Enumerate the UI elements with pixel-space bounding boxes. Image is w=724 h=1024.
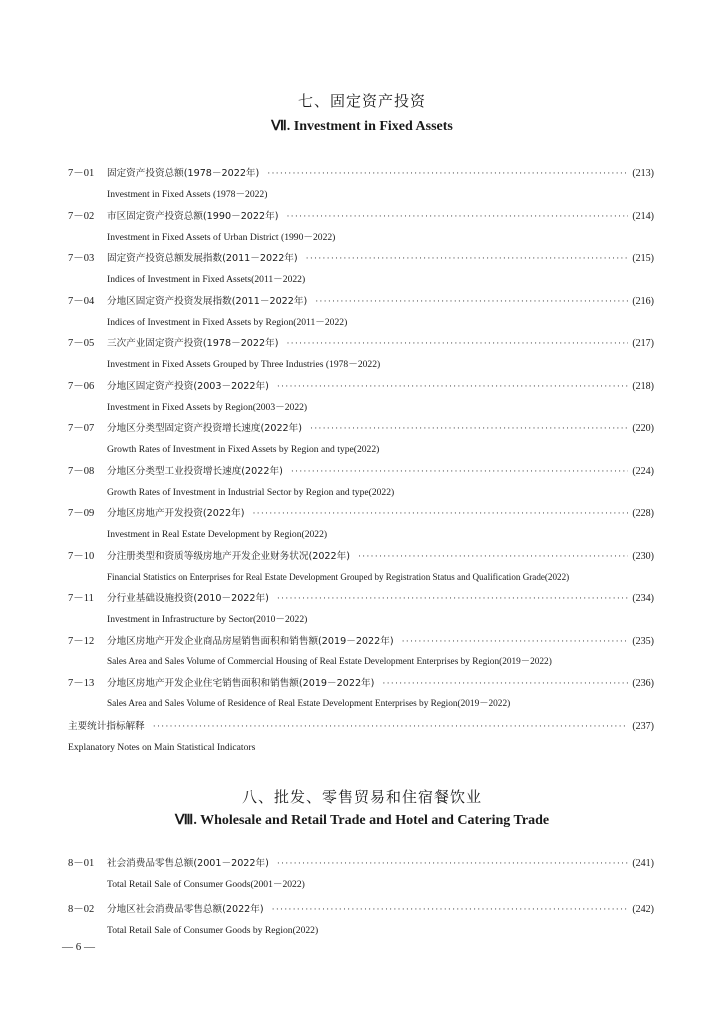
entry-title-en[interactable]: Total Retail Sale of Consumer Goods(2001－2022) [107, 879, 305, 890]
leader-dots [310, 421, 628, 435]
notes-title-zh[interactable]: 主要统计指标解释 [68, 721, 145, 732]
entry-page: (241) [632, 858, 654, 869]
entry-number: 7－13 [68, 678, 95, 689]
entry-title-en[interactable]: Investment in Fixed Assets (1978－2022) [107, 189, 268, 200]
entry-number: 7－12 [68, 636, 95, 647]
entry-page: (217) [632, 338, 654, 349]
toc-entry[interactable] [68, 591, 654, 626]
toc-entry[interactable] [68, 294, 654, 329]
entry-title-zh[interactable]: 分行业基础设施投资(2010－2022年) [107, 593, 269, 604]
entry-title-en[interactable]: Investment in Real Estate Development by Region(2022) [107, 529, 328, 540]
entry-title-en[interactable]: Indices of Investment in Fixed Assets(2011－2022) [107, 274, 306, 285]
entry-title-en[interactable]: Investment in Fixed Assets by Region(2003－2022) [107, 402, 308, 413]
entry-page: (235) [632, 636, 654, 647]
entry-number: 7－09 [68, 508, 95, 519]
entry-number: 7－01 [68, 168, 95, 179]
leader-dots [402, 634, 629, 648]
entry-number: 7－03 [68, 253, 95, 264]
page-number: — 6 — [62, 941, 95, 953]
entry-page: (216) [632, 296, 654, 307]
toc-entry[interactable] [68, 549, 654, 584]
leader-dots [358, 549, 628, 563]
entry-page: (230) [632, 551, 654, 562]
entry-title-zh[interactable]: 分地区社会消费品零售总额(2022年) [107, 904, 264, 915]
entry-title-en[interactable]: Sales Area and Sales Volume of Commercial Housing of Real Estate Development Enterprises by Region(2019－2022) [107, 657, 552, 667]
leader-dots [153, 719, 629, 733]
entry-page: (213) [632, 168, 654, 179]
entry-title-en[interactable]: Indices of Investment in Fixed Assets by Region(2011－2022) [107, 317, 348, 328]
entry-title-en[interactable]: Investment in Infrastructure by Sector(2010－2022) [107, 614, 308, 625]
entry-title-en[interactable]: Growth Rates of Investment in Industrial Sector by Region and type(2022) [107, 487, 395, 498]
toc-entry[interactable] [68, 634, 654, 669]
entry-number: 7－02 [68, 211, 95, 222]
toc-entry[interactable] [68, 209, 654, 244]
toc-entry[interactable] [68, 251, 654, 286]
entry-title-zh[interactable]: 分地区固定资产投资发展指数(2011－2022年) [107, 296, 308, 307]
leader-dots [267, 166, 628, 180]
entry-page: (215) [632, 253, 654, 264]
entry-title-zh[interactable]: 分地区房地产开发企业商品房屋销售面积和销售额(2019－2022年) [107, 636, 394, 647]
entry-page: (220) [632, 423, 654, 434]
entry-page: (234) [632, 593, 654, 604]
toc-entry[interactable] [68, 856, 654, 891]
toc-entry[interactable] [68, 166, 654, 201]
entry-title-zh[interactable]: 分地区固定资产投资(2003－2022年) [107, 381, 269, 392]
entry-title-zh[interactable]: 分注册类型和资质等级房地产开发企业财务状况(2022年) [107, 551, 350, 562]
entry-number: 8－02 [68, 904, 95, 915]
entry-number: 7－10 [68, 551, 95, 562]
entry-page: (242) [632, 904, 654, 915]
entry-title-zh[interactable]: 分地区分类型固定资产投资增长速度(2022年) [107, 423, 302, 434]
entry-title-en[interactable]: Sales Area and Sales Volume of Residence of Real Estate Development Enterprises by Region(2019－2022) [107, 699, 511, 709]
entry-title-zh[interactable]: 分地区房地产开发投资(2022年) [107, 508, 245, 519]
leader-dots [306, 251, 629, 265]
entry-page: (224) [632, 466, 654, 477]
toc-entry[interactable] [68, 676, 654, 711]
entry-page: (236) [632, 678, 654, 689]
toc-entry[interactable] [68, 336, 654, 371]
entry-page: (228) [632, 508, 654, 519]
notes-title-en[interactable]: Explanatory Notes on Main Statistical Indicators [68, 742, 256, 753]
entry-number: 7－04 [68, 296, 95, 307]
entry-number: 7－11 [68, 593, 94, 604]
section-7-title-zh: 七、固定资产投资 [297, 92, 426, 110]
leader-dots [252, 506, 628, 520]
entry-number: 7－07 [68, 423, 95, 434]
entry-title-zh[interactable]: 分地区分类型工业投资增长速度(2022年) [107, 466, 283, 477]
toc-entry-notes[interactable] [68, 719, 654, 754]
entry-title-en[interactable]: Investment in Fixed Assets Grouped by Three Industries (1978－2022) [107, 359, 381, 370]
leader-dots [291, 464, 629, 478]
leader-dots [382, 676, 628, 690]
toc-entry[interactable] [68, 464, 654, 499]
entry-title-zh[interactable]: 固定资产投资总额发展指数(2011－2022年) [107, 253, 298, 264]
entry-number: 7－05 [68, 338, 95, 349]
leader-dots [315, 294, 628, 308]
leader-dots [286, 336, 628, 350]
entry-page: (237) [632, 721, 654, 732]
entry-title-zh[interactable]: 固定资产投资总额(1978－2022年) [107, 168, 260, 179]
leader-dots [277, 591, 628, 605]
entry-title-zh[interactable]: 社会消费品零售总额(2001－2022年) [107, 858, 269, 869]
section-8-title-en: Ⅷ. Wholesale and Retail Trade and Hotel and Catering Trade [174, 813, 550, 828]
entry-title-en[interactable]: Total Retail Sale of Consumer Goods by Region(2022) [107, 925, 319, 936]
entry-page: (218) [632, 381, 654, 392]
toc-entry[interactable] [68, 421, 654, 456]
entry-page: (214) [632, 211, 654, 222]
leader-dots [286, 209, 628, 223]
leader-dots [277, 379, 628, 393]
toc-entry[interactable] [68, 902, 654, 937]
entry-number: 7－06 [68, 381, 95, 392]
section-8-title-zh: 八、批发、零售贸易和住宿餐饮业 [241, 788, 482, 806]
entry-title-zh[interactable]: 分地区房地产开发企业住宅销售面积和销售额(2019－2022年) [107, 678, 375, 689]
entry-title-zh[interactable]: 三次产业固定资产投资(1978－2022年) [107, 338, 279, 349]
leader-dots [272, 902, 629, 916]
leader-dots [277, 856, 628, 870]
entry-title-en[interactable]: Financial Statistics on Enterprises for Real Estate Development Grouped by Registration Status and Qualification Grade(2022) [107, 572, 570, 582]
entry-number: 7－08 [68, 466, 95, 477]
toc-entry[interactable] [68, 506, 654, 541]
section-7-title-en: Ⅶ. Investment in Fixed Assets [271, 119, 453, 134]
entry-number: 8－01 [68, 858, 95, 869]
entry-title-en[interactable]: Investment in Fixed Assets of Urban District (1990－2022) [107, 232, 336, 243]
toc-entry[interactable] [68, 379, 654, 414]
entry-title-zh[interactable]: 市区固定资产投资总额(1990－2022年) [107, 211, 279, 222]
entry-title-en[interactable]: Growth Rates of Investment in Fixed Assets by Region and type(2022) [107, 444, 380, 455]
